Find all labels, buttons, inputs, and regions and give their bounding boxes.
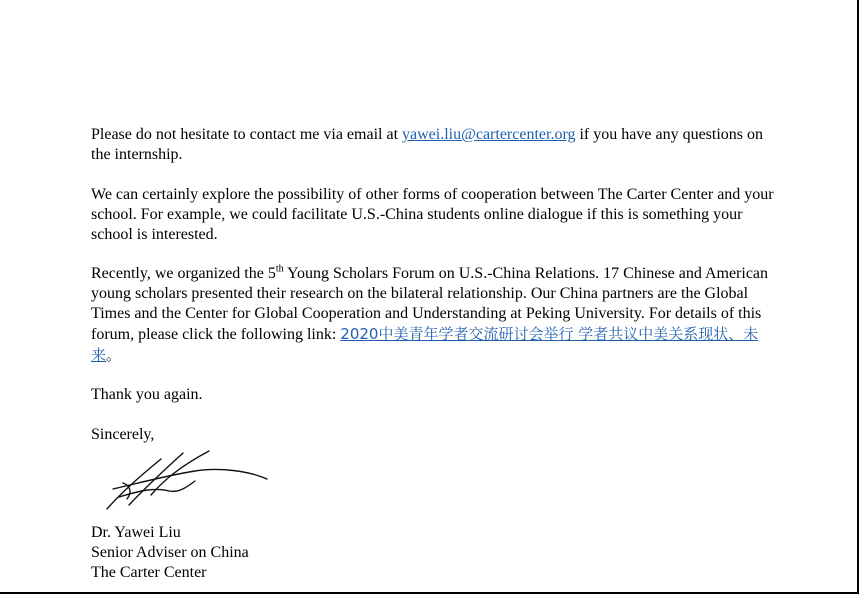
forum-article-link[interactable]: 2020中美青年学者交流研讨会举行 学者共议中美关系现状、未来 xyxy=(91,325,759,364)
signer-organization: The Carter Center xyxy=(91,564,207,581)
forum-text-after: Young Scholars Forum on U.S.-China Relations. 17 Chinese and American young scholars presented their research on the bilateral relationship. Our China partners are the Global Times and the Center for Global Cooperation and Understanding at Peking University. For details of this forum, please click the following link: xyxy=(91,265,769,343)
forum-paragraph xyxy=(91,264,781,366)
contact-text-after: if you have any questions on the internship. xyxy=(91,126,764,163)
signature-icon xyxy=(99,447,269,517)
contact-paragraph xyxy=(91,125,781,165)
email-link[interactable]: yawei.liu@cartercenter.org xyxy=(402,126,576,143)
closing-text: Sincerely, xyxy=(91,426,155,443)
ordinal-superscript: th xyxy=(275,263,284,275)
forum-text-end: 。 xyxy=(106,346,122,364)
thanks-text: Thank you again. xyxy=(91,386,203,403)
forum-text-before: Recently, we organized the 5 xyxy=(91,265,276,282)
contact-text-before: Please do not hesitate to contact me via email at xyxy=(91,126,403,143)
signer-title: Senior Adviser on China xyxy=(91,544,249,561)
letter-body xyxy=(91,125,781,583)
signer-name: Dr. Yawei Liu xyxy=(91,524,181,541)
cooperation-paragraph: We can certainly explore the possibility of other forms of cooperation between The Carter Center and your school. For example, we could facilitate U.S.-China students online dialogue if this is something your school is interested. xyxy=(91,186,774,243)
